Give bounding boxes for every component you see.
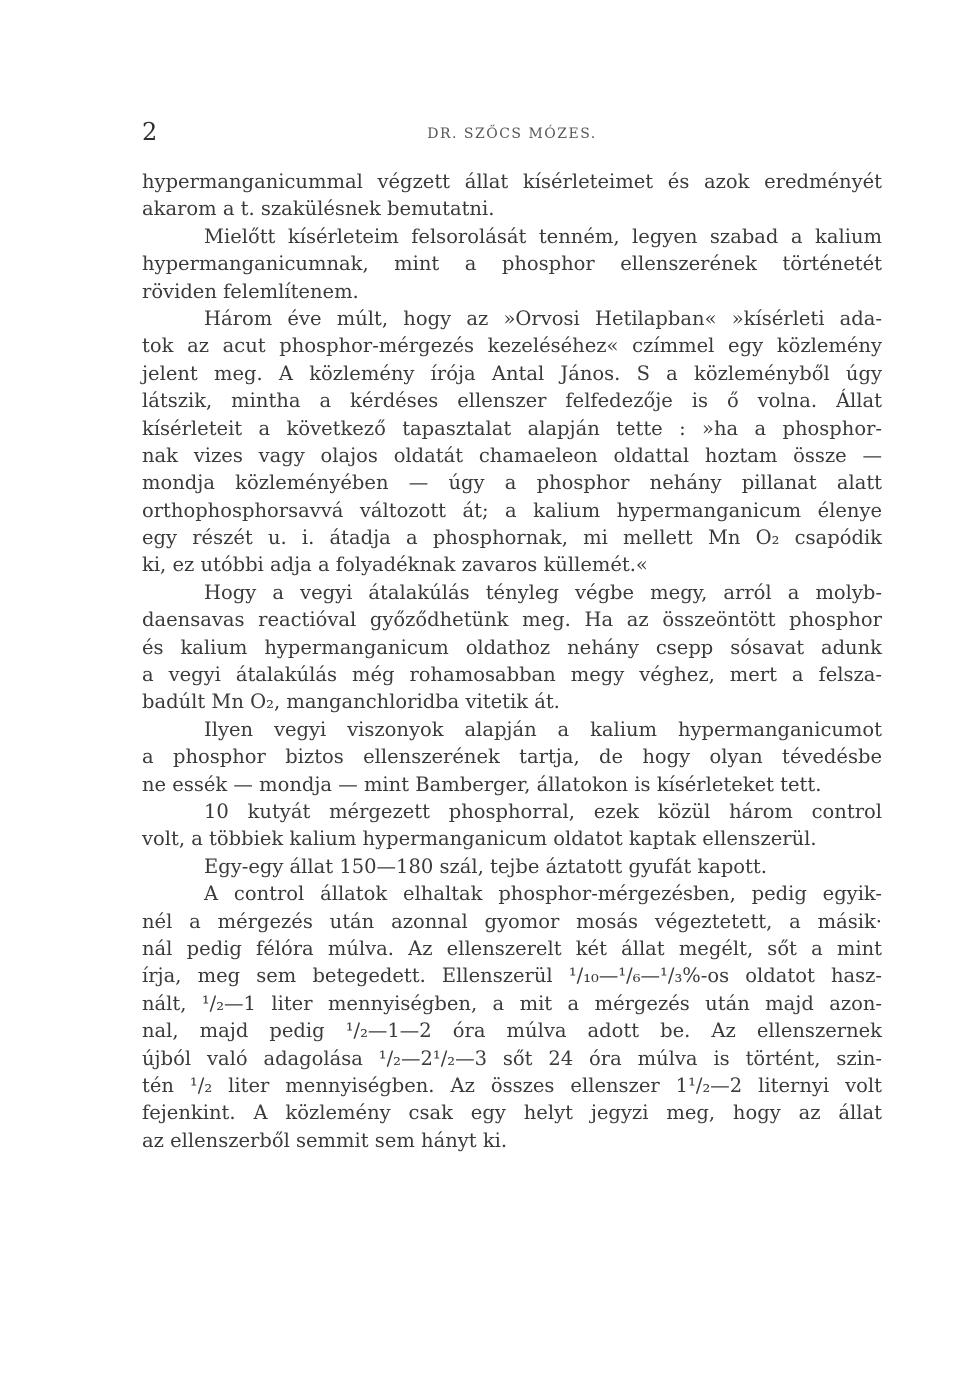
- page-number: 2: [142, 118, 158, 146]
- text-line: Három éve múlt, hogy az »Orvosi Hetilapban« »kísérleti ada-: [204, 306, 882, 330]
- text-line: tok az acut phosphor-mérgezés kezeléséhez« czímmel egy közlemény: [142, 334, 882, 358]
- text-line: akarom a t. szakülésnek bemutatni.: [142, 197, 495, 221]
- text-line: jelent meg. A közlemény írója Antal János. S a közleményből úgy: [142, 361, 882, 385]
- text-line: a phosphor biztos ellenszerének tartja, de hogy olyan tévedésbe: [142, 745, 882, 769]
- text-line: nal, majd pedig ¹/₂—1—2 óra múlva adott be. Az ellenszernek: [142, 1019, 882, 1043]
- text-line: orthophosphorsavvá változott át; a kalium hypermanganicum élenye: [142, 498, 882, 522]
- text-line: ki, ez utóbbi adja a folyadéknak zavaros küllemét.«: [142, 553, 648, 577]
- text-line: a vegyi átalakúlás még rohamosabban megy véghez, mert a felsza-: [142, 663, 882, 687]
- text-line: kísérleteit a következő tapasztalat alapján tette : »ha a phosphor-: [142, 416, 882, 440]
- text-line: újból való adagolása ¹/₂—2¹/₂—3 sőt 24 óra múlva is történt, szin-: [142, 1046, 882, 1070]
- text-line: és kalium hypermanganicum oldathoz nehány csepp sósavat adunk: [142, 635, 882, 659]
- text-line: ne essék — mondja — mint Bamberger, állatokon is kísérleteket tett.: [142, 772, 822, 796]
- text-line: badúlt Mn O₂, manganchloridba vitetik át.: [142, 690, 560, 714]
- text-line: egy részét u. i. átadja a phosphornak, mi mellett Mn O₂ csapódik: [142, 526, 882, 550]
- text-line: az ellenszerből semmit sem hányt ki.: [142, 1128, 508, 1152]
- text-line: A control állatok elhaltak phosphor-mérgezésben, pedig egyik-: [204, 882, 882, 906]
- text-line: nél a mérgezés után azonnal gyomor mosás végeztetett, a másik·: [142, 909, 882, 933]
- text-line: hypermanganicumnak, mint a phosphor ellenszerének történetét: [142, 252, 882, 276]
- text-line: Egy-egy állat 150—180 szál, tejbe áztatott gyufát kapott.: [204, 854, 767, 878]
- text-line: Hogy a vegyi átalakúlás tényleg végbe megy, arról a molyb-: [204, 580, 882, 604]
- text-line: volt, a többiek kalium hypermanganicum oldatot kaptak ellenszerül.: [142, 827, 817, 851]
- text-line: nált, ¹/₂—1 liter mennyiségben, a mit a mérgezés után majd azon-: [142, 991, 882, 1015]
- running-head: DR. SZŐCS MÓZES.: [427, 126, 597, 142]
- text-line: fejenkint. A közlemény csak egy helyt jegyzi meg, hogy az állat: [142, 1101, 882, 1125]
- text-line: 10 kutyát mérgezett phosphorral, ezek közül három control: [204, 799, 882, 823]
- text-line: nak vizes vagy olajos oldatát chamaeleon oldattal hoztam össze —: [142, 443, 882, 467]
- text-line: Mielőtt kísérleteim felsorolását tenném, legyen szabad a kalium: [204, 224, 882, 248]
- text-line: tén ¹/₂ liter mennyiségben. Az összes ellenszer 1¹/₂—2 liternyi volt: [142, 1073, 882, 1097]
- text-line: röviden felemlítenem.: [142, 279, 359, 303]
- text-line: hypermanganicummal végzett állat kísérleteimet és azok eredményét: [142, 170, 882, 193]
- text-line: nál pedig félóra múlva. Az ellenszerelt két állat megélt, sőt a mint: [142, 936, 882, 960]
- text-line: Ilyen vegyi viszonyok alapján a kalium hypermanganicumot: [204, 717, 882, 741]
- text-line: írja, meg sem betegedett. Ellenszerül ¹/₁₀—¹/₆—¹/₃%-os oldatot hasz-: [142, 964, 882, 988]
- body-text: [142, 168, 882, 1154]
- text-line: daensavas reactióval győződhetünk meg. Ha az összeöntött phosphor: [142, 608, 882, 632]
- text-line: látszik, mintha a kérdéses ellenszer felfedezője is ő volna. Állat: [142, 389, 882, 413]
- page-header: [142, 118, 882, 150]
- text-line: mondja közleményében — úgy a phosphor nehány pillanat alatt: [142, 471, 882, 495]
